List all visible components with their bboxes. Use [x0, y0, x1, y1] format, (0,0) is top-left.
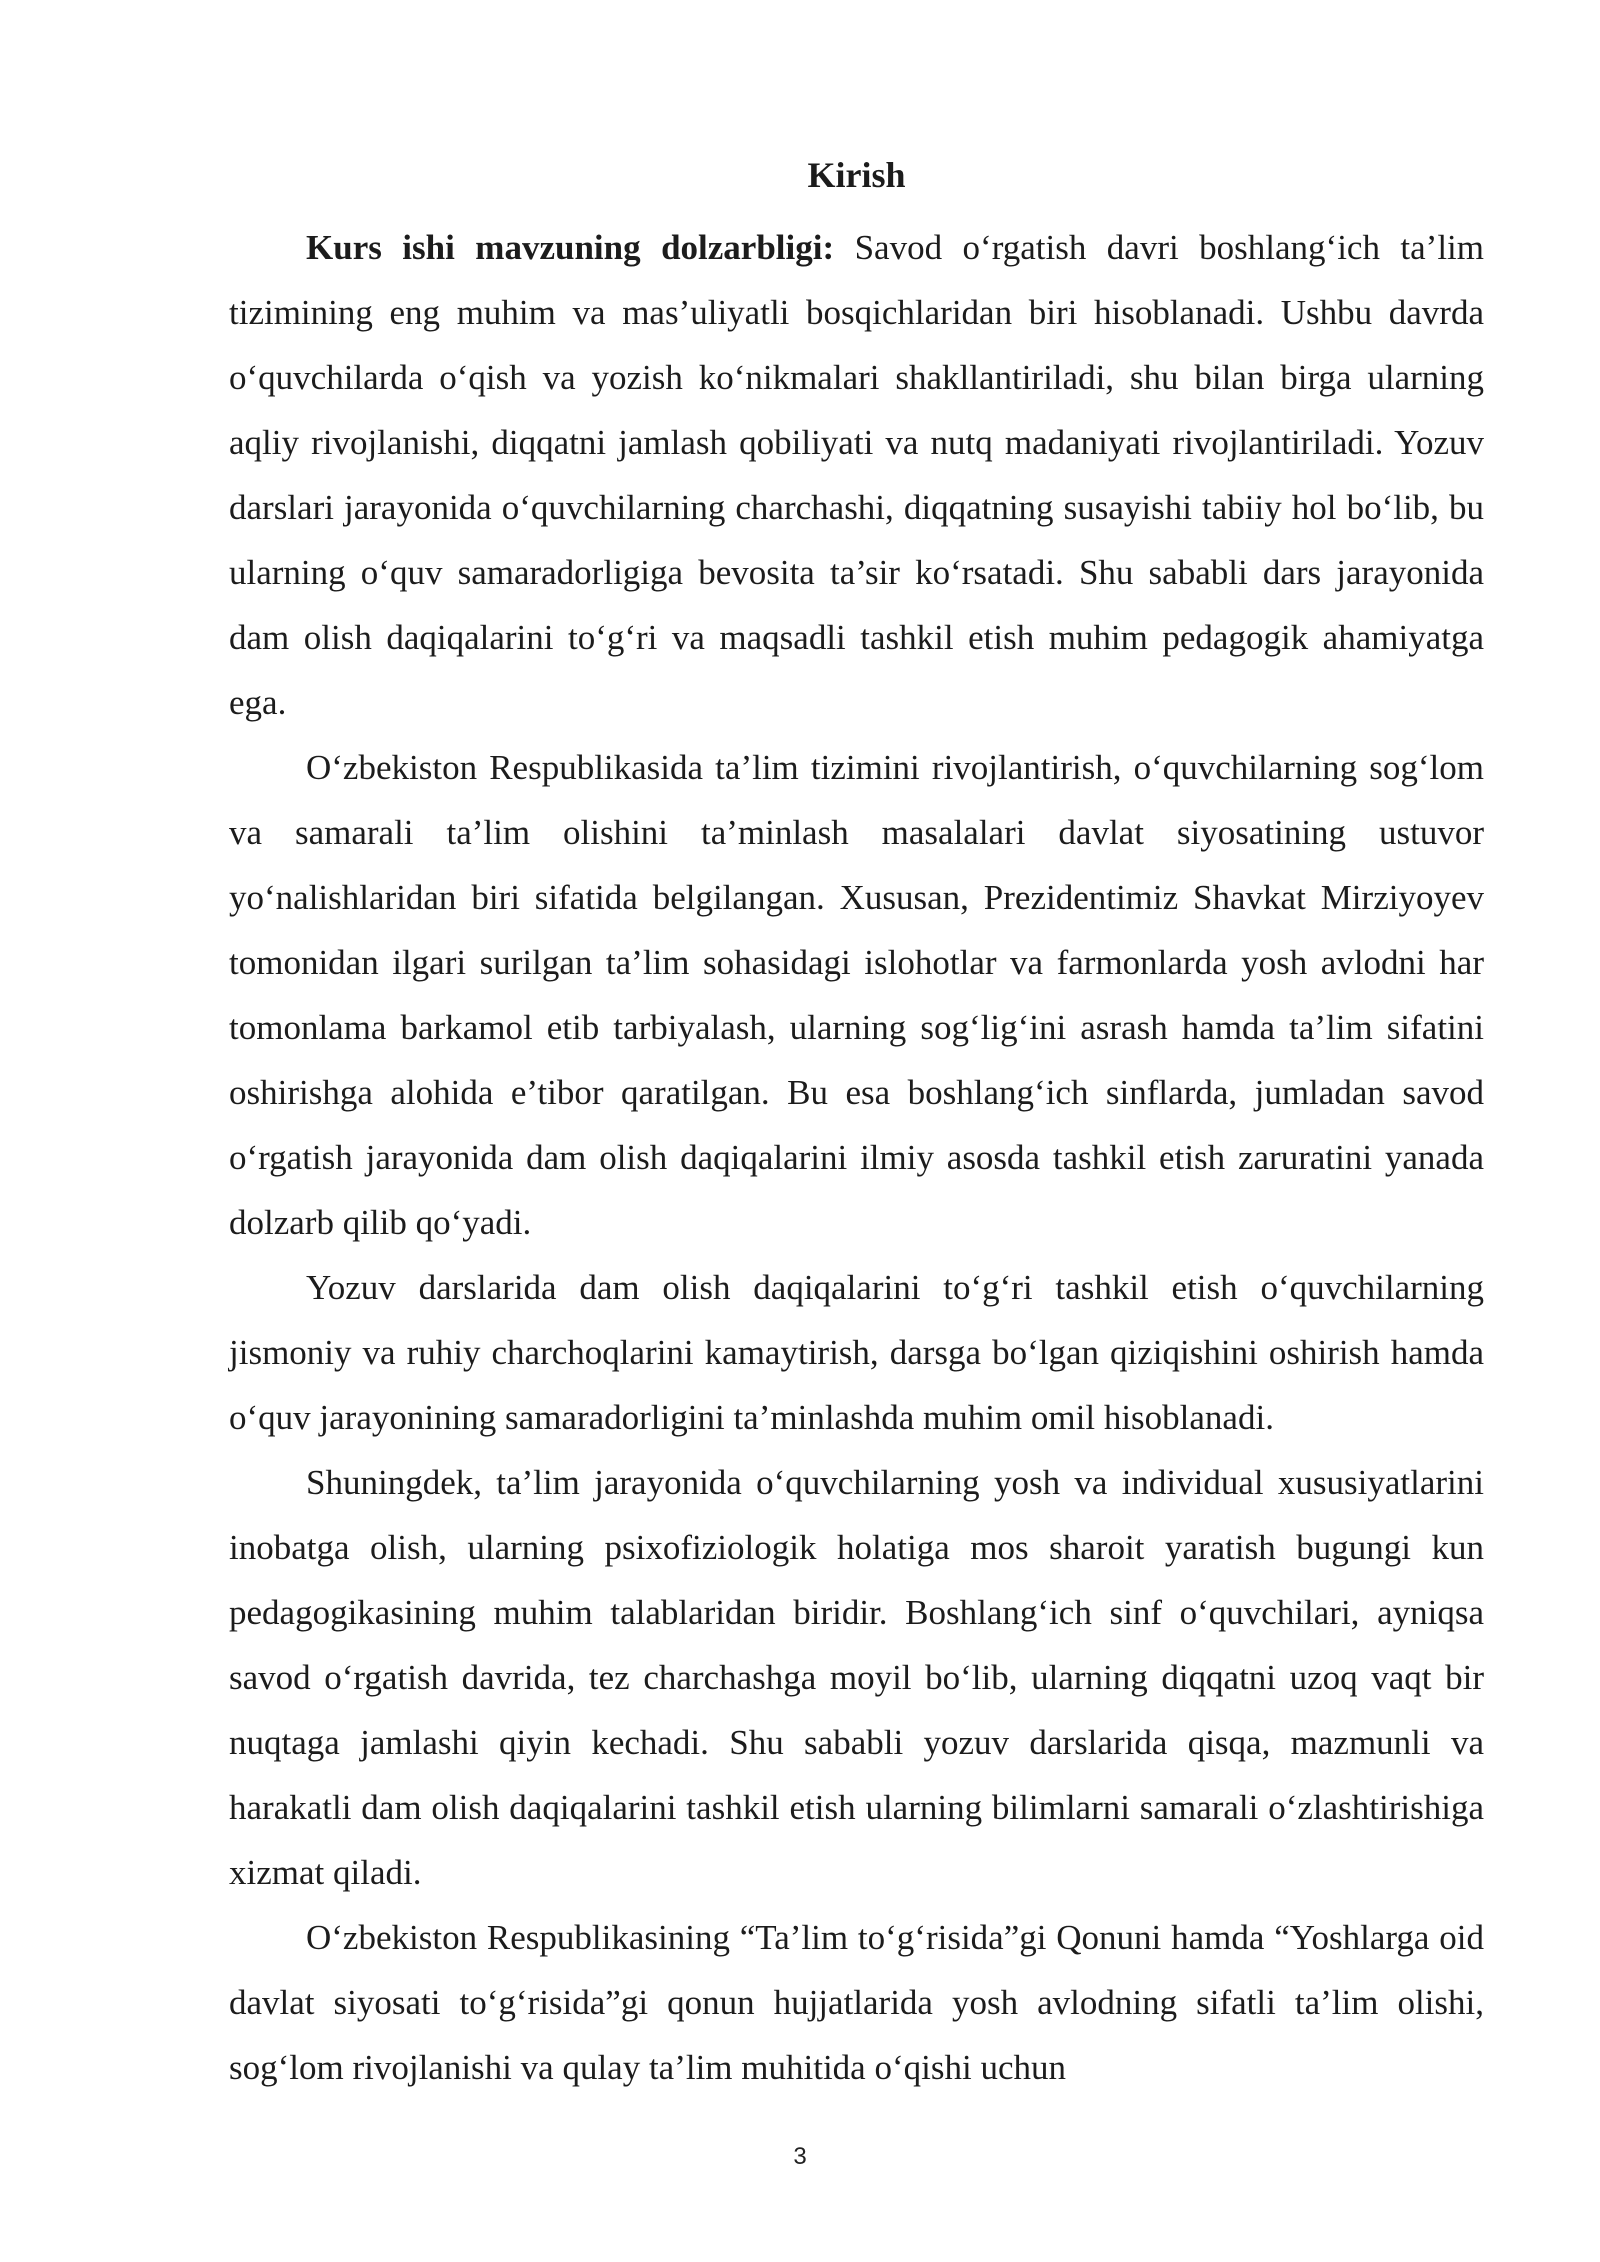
paragraph-legislation: O‘zbekiston Respublikasining “Ta’lim to‘g‘risida”gi Qonuni hamda “Yoshlarga oid davlat siyosati to‘g‘risida”gi qonun hujjatlarida yosh avlodning sifatli ta’lim olishi, sog‘lom rivojlanishi va qulay ta’lim muhitida o‘qishi uchun	[229, 1918, 1484, 2087]
paragraph-lead: Kurs ishi mavzuning dolzarbligi:	[306, 228, 835, 267]
paragraph-individual-features: Shuningdek, ta’lim jarayonida o‘quvchilarning yosh va individual xususiyatlarini inobatga olish, ularning psixofiziologik holatiga mos sharoit yaratish bugungi kun pedagogikasining muhim talablaridan biridir. Boshlang‘ich sinf o‘quvchilari, ayniqsa savod o‘rgatish davrida, tez charchashga moyil bo‘lib, ularning diqqatni uzoq vaqt bir nuqtaga jamlashi qiyin kechadi. Shu sababli yozuv darslarida qisqa, mazmunli va harakatli dam olish daqiqalarini tashkil etish ularning bilimlarni samarali o‘zlashtirishiga xizmat qiladi.	[229, 1463, 1484, 1892]
page-body	[229, 150, 1484, 2100]
paragraph-state-policy: O‘zbekiston Respublikasida ta’lim tizimini rivojlantirish, o‘quvchilarning sog‘lom va samarali ta’lim olishini ta’minlash masalalari davlat siyosatining ustuvor yo‘nalishlaridan biri sifatida belgilangan. Xususan, Prezidentimiz Shavkat Mirziyoyev tomonidan ilgari surilgan ta’lim sohasidagi islohotlar va farmonlarda yosh avlodni har tomonlama barkamol etib tarbiyalash, ularning sog‘lig‘ini asrash hamda ta’lim sifatini oshirishga alohida e’tibor qaratilgan. Bu esa boshlang‘ich sinflarda, jumladan savod o‘rgatish jarayonida dam olish daqiqalarini ilmiy asosda tashkil etish zaruratini yanada dolzarb qilib qo‘yadi.	[229, 748, 1484, 1242]
paragraph-relevance	[229, 215, 1484, 735]
paragraph-rest-minutes: Yozuv darslarida dam olish daqiqalarini to‘g‘ri tashkil etish o‘quvchilarning jismoniy va ruhiy charchoqlarini kamaytirish, darsga bo‘lgan qiziqishini oshirish hamda o‘quv jarayonining samaradorligini ta’minlashda muhim omil hisoblanadi.	[229, 1268, 1484, 1437]
paragraph-text: Savod o‘rgatish davri boshlang‘ich ta’lim tizimining eng muhim va mas’uliyatli bosqichlaridan biri hisoblanadi. Ushbu davrda o‘quvchilarda o‘qish va yozish ko‘nikmalari shakllantiriladi, shu bilan birga ularning aqliy rivojlanishi, diqqatni jamlash qobiliyati va nutq madaniyati rivojlantiriladi. Yozuv darslari jarayonida o‘quvchilarning charchashi, diqqatning susayishi tabiiy hol bo‘lib, bu ularning o‘quv samaradorligiga bevosita ta’sir ko‘rsatadi. Shu sababli dars jarayonida dam olish daqiqalarini to‘g‘ri va maqsadli tashkil etish muhim pedagogik ahamiyatga ega.	[229, 228, 1484, 722]
page-number: 3	[793, 2143, 807, 2170]
section-heading: Kirish	[807, 155, 906, 195]
